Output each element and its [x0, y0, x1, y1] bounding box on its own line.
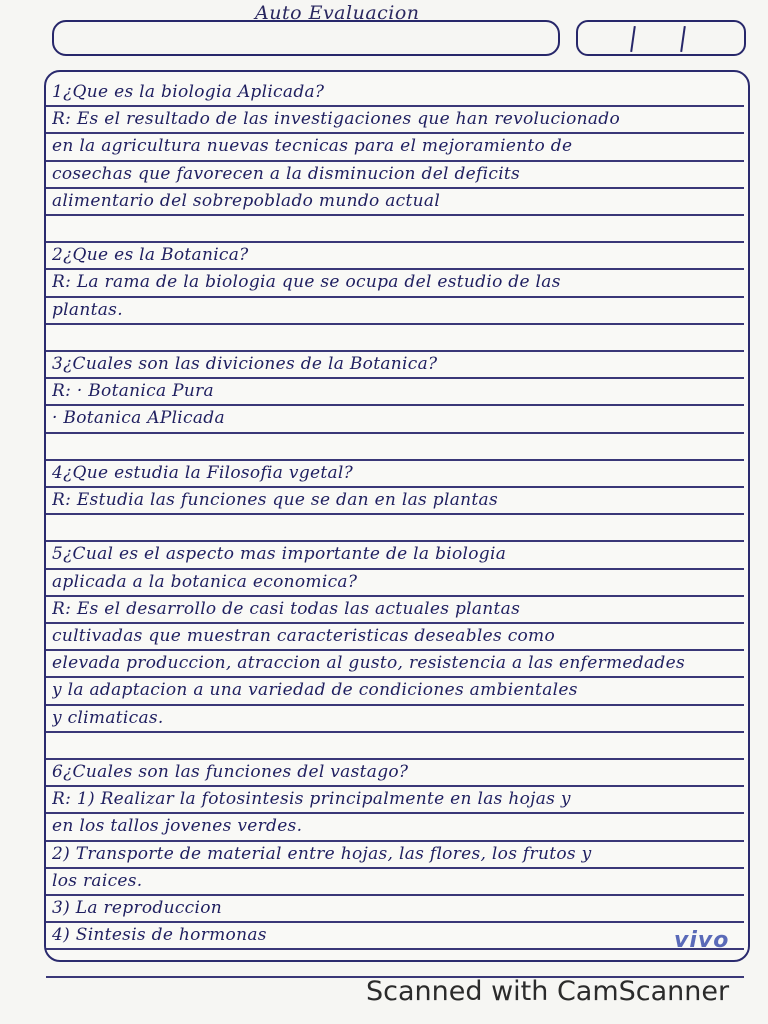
ruled-line	[46, 568, 744, 570]
text-line: 5¿Cual es el aspecto mas importante de la biologia	[52, 544, 507, 564]
ruled-line	[46, 758, 744, 760]
ruled-line	[46, 894, 744, 896]
text-line: R: Es el desarrollo de casi todas las actuales plantas	[52, 599, 521, 619]
ruled-line	[46, 840, 744, 842]
ruled-line	[46, 948, 744, 950]
text-line: cosechas que favorecen a la disminucion del deficits	[52, 164, 521, 184]
ruled-line	[46, 622, 744, 624]
ruled-line	[46, 704, 744, 706]
vivo-logo: vivo	[674, 928, 730, 953]
ruled-line	[46, 785, 744, 787]
text-line: 2) Transporte de material entre hojas, las flores, los frutos y	[52, 844, 592, 864]
ruled-line	[46, 432, 744, 434]
text-line: cultivadas que muestran caracteristicas deseables como	[52, 626, 556, 646]
text-line: 2¿Que es la Botanica?	[52, 245, 249, 265]
ruled-line	[46, 404, 744, 406]
ruled-line	[46, 649, 744, 651]
date-separator	[630, 26, 636, 52]
ruled-line	[46, 241, 744, 243]
text-line: alimentario del sobrepoblado mundo actual	[52, 191, 441, 211]
text-line: 1¿Que es la biologia Aplicada?	[52, 82, 325, 102]
text-line: y climaticas.	[52, 708, 164, 728]
ruled-line	[46, 105, 744, 107]
page-title: Auto Evaluacion	[255, 2, 420, 24]
ruled-line	[46, 540, 744, 542]
ruled-line	[46, 187, 744, 189]
text-line: 3¿Cuales son las diviciones de la Botanica?	[52, 354, 438, 374]
text-line: 6¿Cuales son las funciones del vastago?	[52, 762, 409, 782]
text-line: elevada produccion, atraccion al gusto, resistencia a las enfermedades	[52, 653, 685, 673]
ruled-line	[46, 160, 744, 162]
date-separator	[680, 26, 686, 52]
text-line: R: 1) Realizar la fotosintesis principalmente en las hojas y	[52, 789, 571, 809]
ruled-line	[46, 486, 744, 488]
ruled-line	[46, 459, 744, 461]
text-line: 4¿Que estudia la Filosofia vgetal?	[52, 463, 354, 483]
camscanner-watermark: Scanned with CamScanner	[366, 976, 730, 1007]
ruled-line	[46, 296, 744, 298]
text-line: plantas.	[52, 300, 123, 320]
text-line: R: Estudia las funciones que se dan en las plantas	[52, 490, 498, 510]
text-line: aplicada a la botanica economica?	[52, 572, 358, 592]
ruled-line	[46, 867, 744, 869]
text-line: en la agricultura nuevas tecnicas para el mejoramiento de	[52, 136, 573, 156]
text-line: 4) Sintesis de hormonas	[52, 925, 267, 945]
text-line: y la adaptacion a una variedad de condiciones ambientales	[52, 680, 578, 700]
ruled-line	[46, 921, 744, 923]
text-line: en los tallos jovenes verdes.	[52, 816, 303, 836]
ruled-line	[46, 350, 744, 352]
ruled-line	[46, 513, 744, 515]
ruled-line	[46, 268, 744, 270]
text-line: R: · Botanica Pura	[52, 381, 214, 401]
ruled-line	[46, 214, 744, 216]
ruled-line	[46, 676, 744, 678]
ruled-line	[46, 731, 744, 733]
text-line: R: Es el resultado de las investigaciones que han revolucionado	[52, 109, 621, 129]
ruled-line	[46, 132, 744, 134]
text-line: R: La rama de la biologia que se ocupa del estudio de las	[52, 272, 561, 292]
ruled-line	[46, 377, 744, 379]
ruled-line	[46, 812, 744, 814]
text-line: los raices.	[52, 871, 143, 891]
text-line: · Botanica APlicada	[52, 408, 225, 428]
date-field-box	[576, 20, 746, 56]
ruled-line	[46, 595, 744, 597]
text-line: 3) La reproduccion	[52, 898, 223, 918]
ruled-line	[46, 323, 744, 325]
name-field-box	[52, 20, 560, 56]
